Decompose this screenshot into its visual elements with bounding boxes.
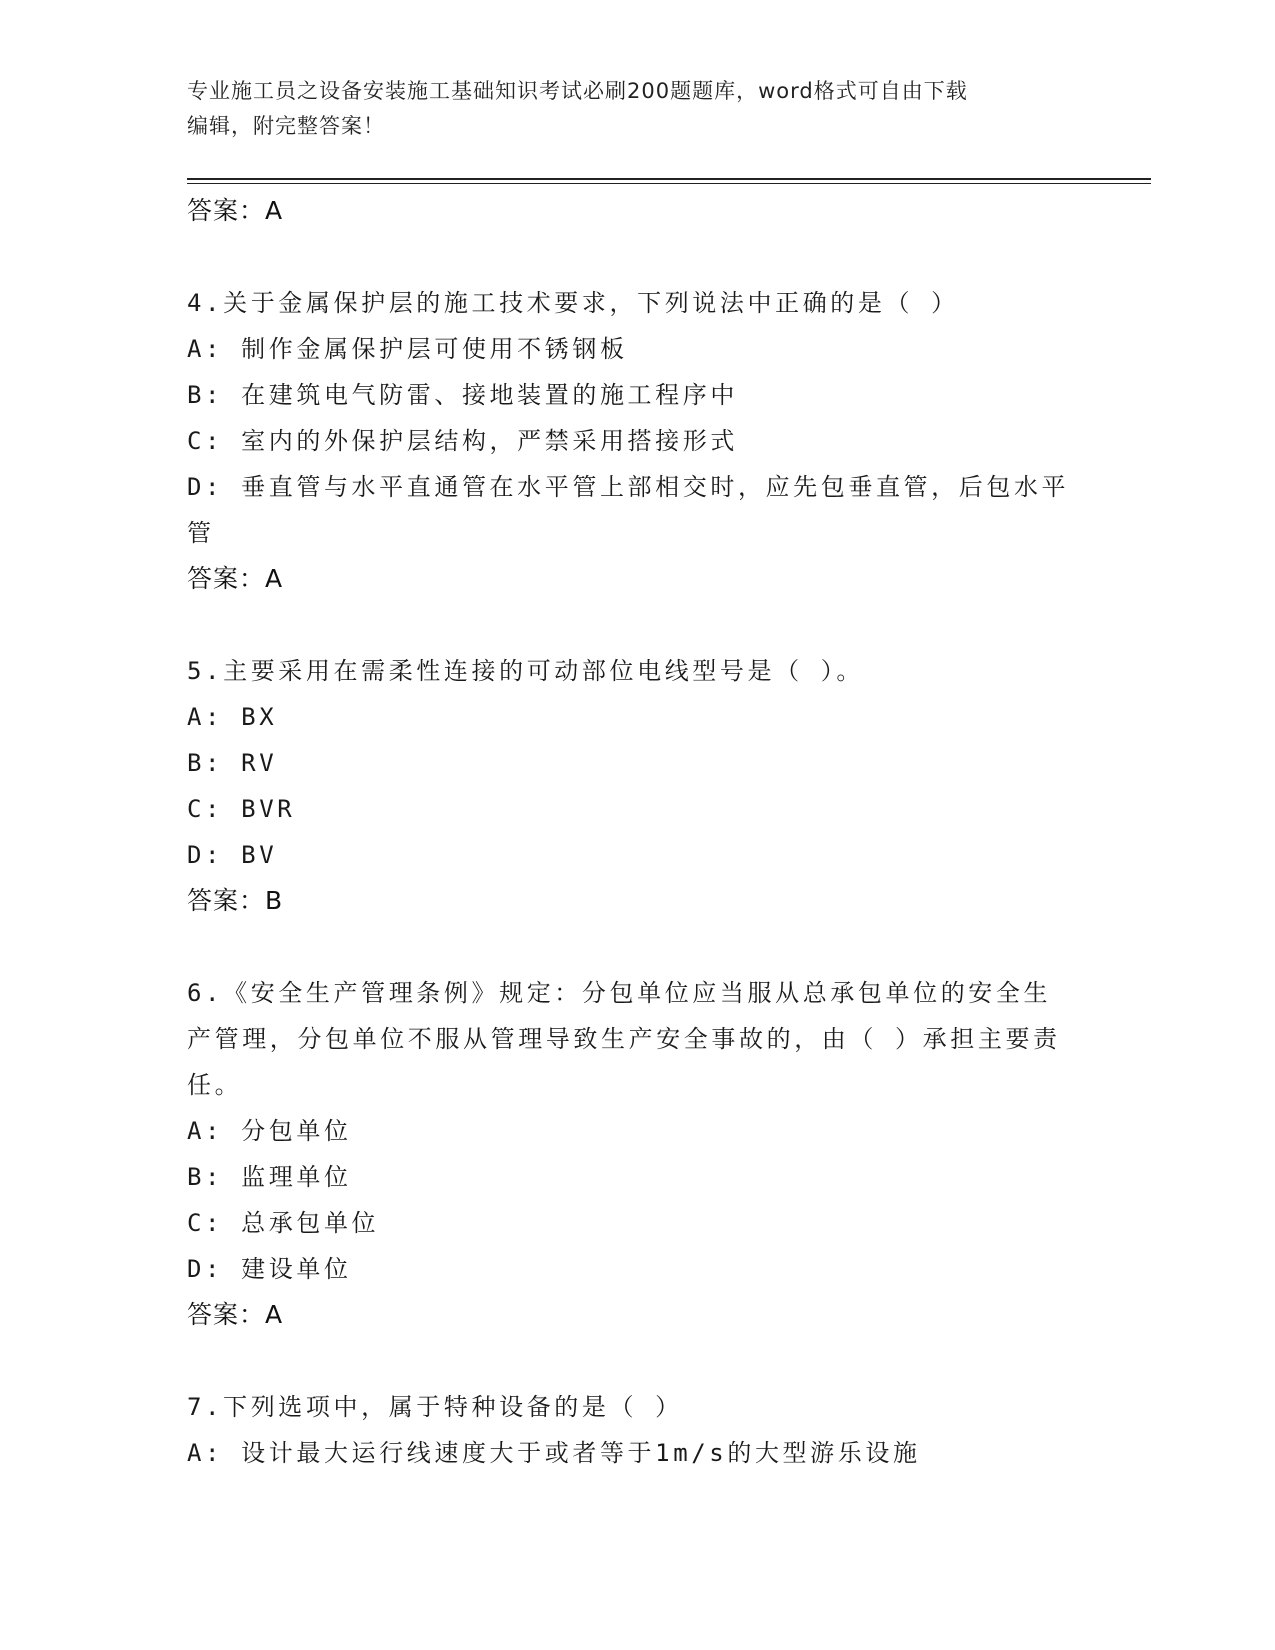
header-title-line2: 编辑，附完整答案！ <box>187 114 385 138</box>
question-block <box>187 970 1087 1338</box>
option-b: B: 在建筑电气防雷、接地装置的施工程序中 <box>187 381 738 409</box>
option-b: B: RV <box>187 749 278 777</box>
option-c: C: 总承包单位 <box>187 1209 380 1237</box>
question-stem: 6.《安全生产管理条例》规定：分包单位应当服从总承包单位的安全生产管理，分包单位不服从管理导致生产安全事故的，由（ ）承担主要责任。 <box>187 979 1061 1099</box>
option-c: C: 室内的外保护层结构，严禁采用搭接形式 <box>187 427 738 455</box>
question-stem: 4.关于金属保护层的施工技术要求，下列说法中正确的是（ ） <box>187 289 959 317</box>
header-title-line1: 专业施工员之设备安装施工基础知识考试必刷200题题库，word格式可自由下载 <box>187 79 968 103</box>
header-divider-thin <box>187 183 1151 184</box>
question-stem: 5.主要采用在需柔性连接的可动部位电线型号是（ ）。 <box>187 657 864 685</box>
question-block <box>187 648 1087 924</box>
option-a: A: BX <box>187 703 278 731</box>
spacer <box>187 602 1087 648</box>
option-b: B: 监理单位 <box>187 1163 352 1191</box>
answer: 答案：A <box>187 1300 284 1329</box>
question-block <box>187 280 1087 602</box>
option-c: C: BVR <box>187 795 296 823</box>
document-header <box>187 74 1087 144</box>
answer: 答案：B <box>187 886 284 915</box>
option-a: A: 制作金属保护层可使用不锈钢板 <box>187 335 628 363</box>
option-d: D: BV <box>187 841 278 869</box>
question-stem: 7.下列选项中，属于特种设备的是（ ） <box>187 1393 683 1421</box>
spacer <box>187 924 1087 970</box>
question-list <box>187 188 1087 1476</box>
option-d: D: 垂直管与水平直通管在水平管上部相交时，应先包垂直管，后包水平管 <box>187 473 1070 547</box>
header-divider-thick <box>187 178 1151 180</box>
answer: 答案：A <box>187 564 284 593</box>
option-d: D: 建设单位 <box>187 1255 352 1283</box>
question-block <box>187 1384 1087 1476</box>
spacer <box>187 234 1087 280</box>
option-a: A: 设计最大运行线速度大于或者等于1m/s的大型游乐设施 <box>187 1439 921 1467</box>
option-a: A: 分包单位 <box>187 1117 352 1145</box>
answer-prev: 答案：A <box>187 196 284 225</box>
spacer <box>187 1338 1087 1384</box>
